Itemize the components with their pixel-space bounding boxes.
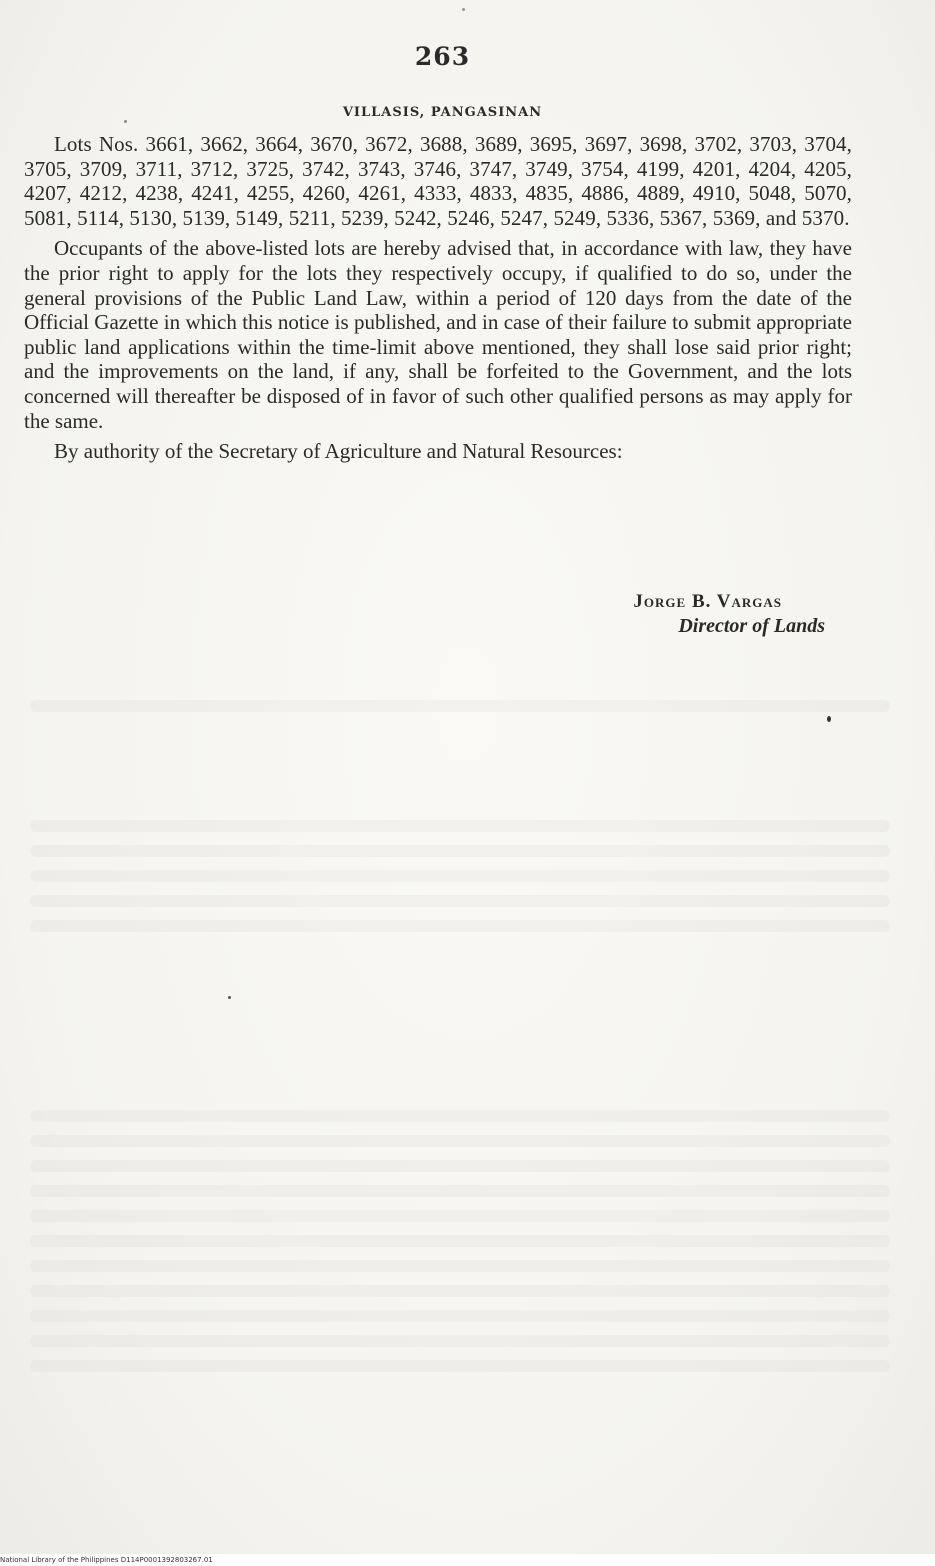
bleed-through-line [30, 700, 890, 712]
authority-paragraph: By authority of the Secretary of Agriculture and Natural Resources: [54, 439, 623, 464]
ink-speck [228, 996, 231, 999]
signatory-name: Jorge B. Vargas [633, 591, 782, 612]
bleed-through-line [30, 1310, 890, 1322]
bleed-through-line [30, 1110, 890, 1122]
notice-body [24, 132, 852, 470]
advice-paragraph: Occupants of the above-listed lots are hereby advised that, in accordance with law, they have the prior right to apply for the lots they respectively occupy, if qualified to do so, under the general provisions of the Public Land Law, within a period of 120 days from the date of the Official Gazette in which this notice is published, and in case of their failure to submit appropriate public land applications within the time-limit above mentioned, they shall lose said prior right; and the improvements on the land, if any, shall be forfeited to the Government, and the lots concerned will thereafter be disposed of in favor of such other qualified persons as may apply for the same. [24, 236, 852, 433]
bleed-through-line [30, 1160, 890, 1172]
bleed-through-line [30, 1260, 890, 1272]
bleed-through-line [30, 1235, 890, 1247]
ink-speck [124, 120, 127, 123]
bleed-through-line [30, 1335, 890, 1347]
footer-bar: National Library of the Philippines D114P0001392803267.01 [0, 1554, 935, 1566]
bleed-through-line [30, 870, 890, 882]
page-number: 263 [414, 42, 471, 71]
bleed-through-line [30, 1360, 890, 1372]
bleed-through-line [30, 895, 890, 907]
bleed-through-line [30, 1210, 890, 1222]
bleed-through-line [30, 920, 890, 932]
bleed-through-line [30, 1285, 890, 1297]
bleed-through-line [30, 820, 890, 832]
ink-speck [462, 8, 465, 11]
bleed-through-line [30, 845, 890, 857]
signatory-title: Director of Lands [678, 615, 825, 637]
section-heading: VILLASIS, PANGASINAN [342, 105, 543, 120]
lots-paragraph: Lots Nos. 3661, 3662, 3664, 3670, 3672, 3688, 3689, 3695, 3697, 3698, 3702, 3703, 3704, 3705, 3709, 3711, 3712, 3725, 3742, 3743, 3746, 3747, 3749, 3754, 4199, 4201, 4204, 4205, 4207, 4212, 4238, 4241, 4255, 4260, 4261, 4333, 4833, 4835, 4886, 4889, 4910, 5048, 5070, 5081, 5114, 5130, 5139, 5149, 5211, 5239, 5242, 5246, 5247, 5249, 5336, 5367, 5369, and 5370. [24, 132, 852, 230]
bleed-through-line [30, 1135, 890, 1147]
signature-block [480, 591, 825, 638]
ink-speck [827, 716, 831, 722]
bleed-through-line [30, 1185, 890, 1197]
